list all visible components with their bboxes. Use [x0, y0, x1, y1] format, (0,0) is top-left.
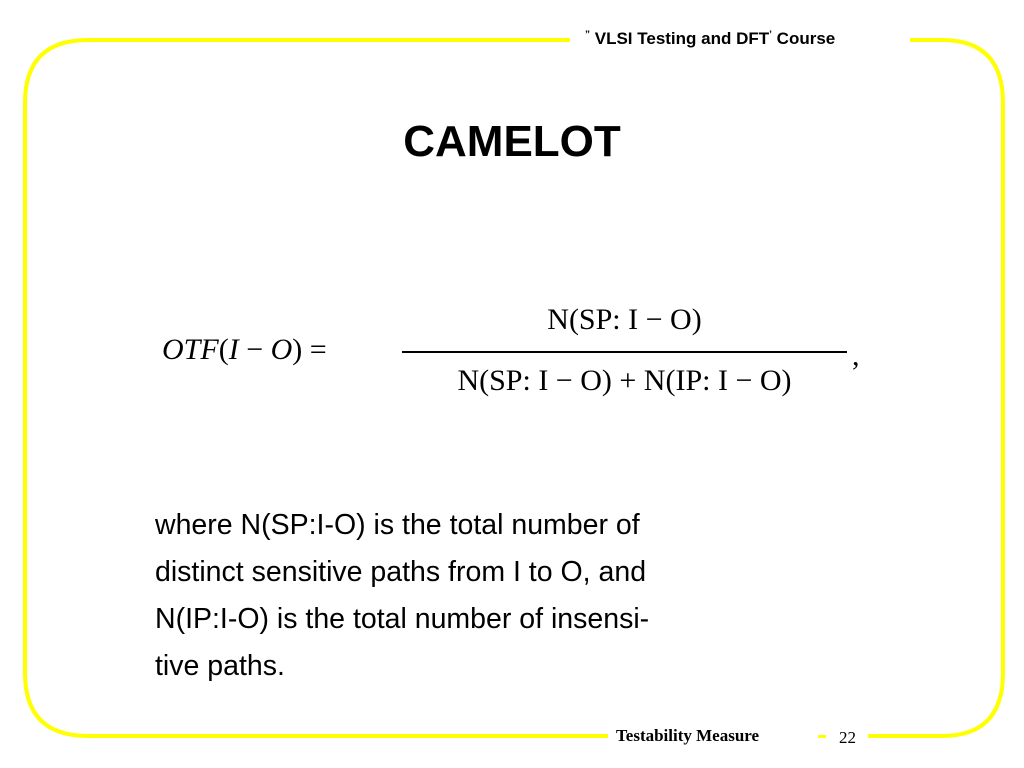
eq-var-o: O: [270, 333, 293, 366]
body-line: tive paths.: [155, 650, 285, 682]
eq-equals: =: [302, 333, 327, 366]
eq-minus: −: [238, 333, 271, 366]
eq-open-paren: (: [218, 333, 229, 366]
course-header: [585, 29, 835, 49]
equation-lhs: [162, 330, 327, 370]
course-name: VLSI Testing and DFT: [594, 29, 770, 48]
page-number: 22: [839, 728, 856, 747]
equation-comma: ,: [852, 339, 860, 372]
fraction-bar: [402, 351, 847, 353]
footer-section-label: Testability Measure: [616, 726, 760, 745]
course-open-mark: ”: [585, 29, 590, 41]
eq-close-paren: ): [292, 333, 303, 366]
slide-title: CAMELOT: [403, 117, 621, 166]
equation-numerator: N(SP: I − O): [547, 303, 702, 336]
body-paragraph: [155, 502, 865, 690]
footer-separator: [818, 735, 826, 738]
body-line: N(IP:I-O) is the total number of insensi-: [155, 603, 650, 635]
course-close-mark: ’: [769, 29, 772, 41]
equation-denominator: N(SP: I − O) + N(IP: I − O): [457, 364, 792, 397]
body-line: where N(SP:I-O) is the total number of: [155, 509, 640, 541]
body-line: distinct sensitive paths from I to O, and: [155, 556, 647, 588]
eq-var-i: I: [228, 333, 239, 366]
eq-func: OTF: [162, 333, 219, 366]
course-suffix: Course: [776, 29, 836, 48]
